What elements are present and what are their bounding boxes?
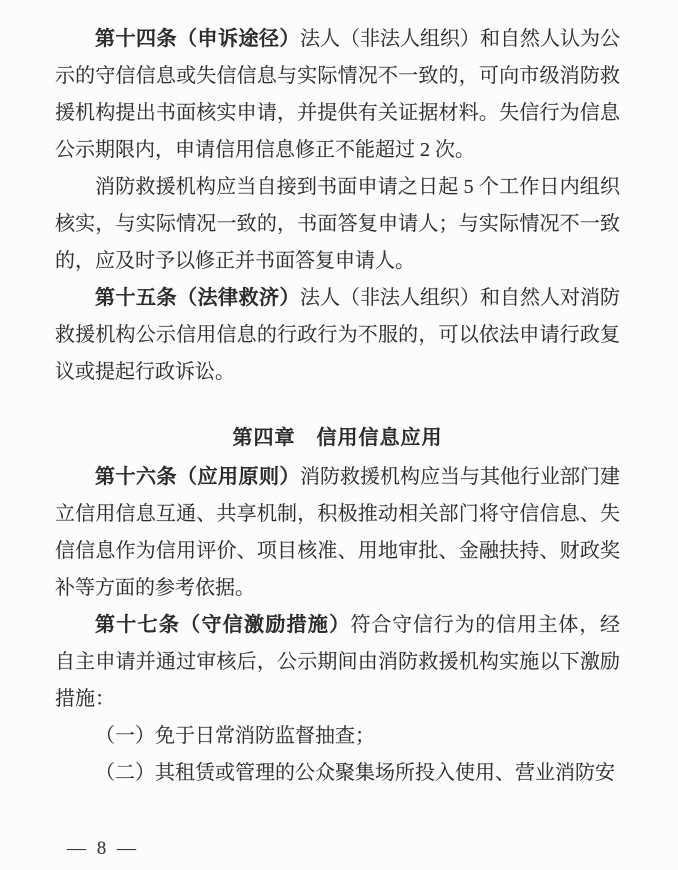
clause-17-paragraph bbox=[55, 607, 620, 718]
clause-14-paragraph-2-body: 消防救援机构应当自接到书面申请之日起 5 个工作日内组织核实，与实际情况一致的，书面答复申请人；与实际情况不一致的，应及时予以修正并书面答复申请人。 bbox=[55, 176, 620, 272]
page-number: — 8 — bbox=[67, 838, 139, 859]
clause-17-title: 第十七条（守信激励措施） bbox=[95, 614, 351, 636]
incentive-item-2: （二）其租赁或管理的公众聚集场所投入使用、营业消防安 bbox=[95, 762, 615, 784]
incentive-item-1: （一）免于日常消防监督抽查； bbox=[95, 725, 375, 747]
clause-16-paragraph bbox=[55, 459, 620, 607]
clause-16-title: 第十六条（应用原则） bbox=[95, 466, 300, 488]
clause-14-title: 第十四条（申诉途径） bbox=[95, 28, 300, 50]
clause-15-title: 第十五条（法律救济） bbox=[95, 287, 300, 309]
clause-14-body: 法人（非法人组织）和自然人认为公示的守信信息或失信信息与实际情况不一致的，可向市级消防救援机构提出书面核实申请，并提供有关证据材料。失信行为信息公示期限内，申请信用信息修正不能超过 2 次。 bbox=[55, 28, 620, 161]
chapter-4-heading: 第四章 信用信息应用 bbox=[232, 427, 443, 449]
clause-17-body: 符合守信行为的信用主体，经自主申请并通过审核后，公示期间由消防救援机构实施以下激励措施： bbox=[55, 614, 620, 710]
clause-14-paragraph bbox=[55, 21, 620, 169]
clause-15-body: 法人（非法人组织）和自然人对消防救援机构公示信用信息的行政行为不服的，可以依法申请行政复议或提起行政诉讼。 bbox=[55, 287, 620, 383]
clause-16-body: 消防救援机构应当与其他行业部门建立信用信息互通、共享机制，积极推动相关部门将守信信息、失信信息作为信用评价、项目核准、用地审批、金融扶持、财政奖补等方面的参考依据。 bbox=[55, 466, 620, 599]
clause-14-paragraph-2 bbox=[55, 169, 620, 280]
clause-15-paragraph bbox=[55, 280, 620, 391]
